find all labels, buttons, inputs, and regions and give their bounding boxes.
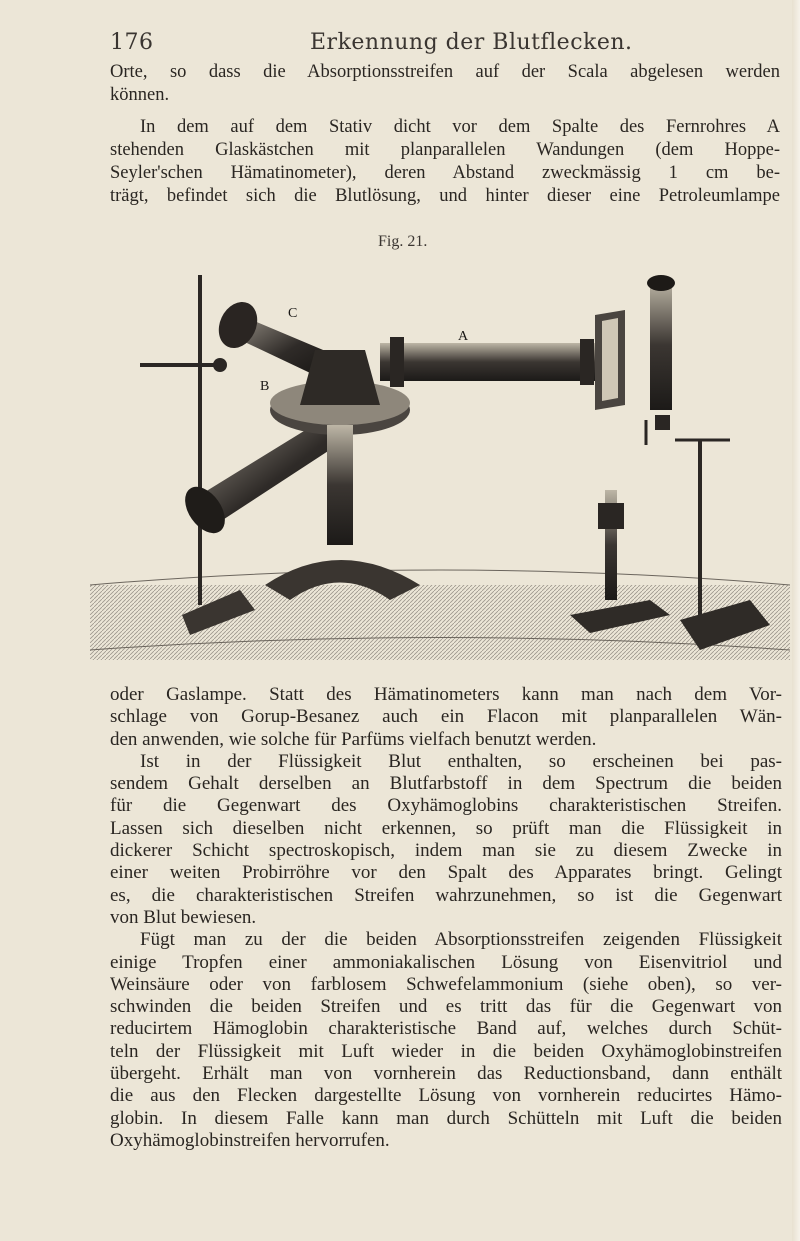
text-line: trägt, befindet sich die Blutlösung, und hinter dieser eine Petroleumlampe	[110, 186, 780, 206]
text-line: In dem auf dem Stativ dicht vor dem Spalte des Fernrohres A	[140, 117, 780, 137]
text-line: Weinsäure oder von farblosem Schwefelammonium (siehe oben), so ver-	[110, 973, 782, 995]
text-line: einige Tropfen einer ammoniakalischen Lösung von Eisenvitriol und	[110, 951, 782, 973]
intro-paragraph	[110, 61, 780, 107]
text-line: oder Gaslampe. Statt des Hämatinometers kann man nach dem Vor-	[110, 684, 782, 705]
page-header	[110, 30, 670, 60]
text-line: für die Gegenwart des Oxyhämoglobins charakteristischen Streifen.	[110, 795, 782, 817]
page-edge	[792, 0, 800, 1241]
text-line: dickerer Schicht spectroskopisch, indem man sie zu diesem Zwecke in	[110, 840, 782, 862]
label-c: C	[288, 306, 298, 321]
text-line: die aus den Flecken dargestellte Lösung von vornherein reducirtes Hämo-	[110, 1085, 782, 1107]
page-number: 176	[110, 30, 154, 55]
label-b: B	[260, 379, 270, 394]
text-line: übergeht. Erhält man von vornherein das Reductionsband, dann enthält	[110, 1063, 782, 1085]
text-line: den anwenden, wie solche für Parfüms vielfach benutzt werden.	[110, 728, 597, 750]
text-line: von Blut bewiesen.	[110, 906, 257, 928]
text-line: Ist in der Flüssigkeit Blut enthalten, so erscheinen bei pas-	[140, 750, 782, 772]
text-line: globin. In diesem Falle kann man durch Schütteln mit Luft die beiden	[110, 1107, 782, 1129]
label-a: A	[458, 329, 469, 344]
text-line: teln der Flüssigkeit mit Luft wieder in die beiden Oxyhämoglobinstreifen	[110, 1040, 782, 1062]
spectroscope-illustration	[90, 255, 790, 667]
text-line: Fügt man zu der die beiden Absorptionsstreifen zeigenden Flüssigkeit	[140, 929, 782, 951]
text-line: Lassen sich dieselben nicht erkennen, so prüft man die Flüssigkeit in	[110, 817, 782, 839]
running-title: Erkennung der Blutflecken.	[310, 30, 633, 55]
text-line: können.	[110, 85, 170, 105]
text-line: es, die charakteristischen Streifen wahrzunehmen, so ist die Gegenwart	[110, 884, 782, 906]
body-text	[110, 684, 782, 1152]
figure-caption: Fig. 21.	[378, 233, 428, 250]
text-line: stehenden Glaskästchen mit planparallelen Wandungen (dem Hoppe-	[110, 140, 780, 160]
text-line: schwinden die beiden Streifen und es tritt das für die Gegenwart von	[110, 996, 782, 1018]
telescope-a	[380, 329, 610, 387]
text-line: schlage von Gorup-Besanez auch ein Flacon mit planparallelen Wän-	[110, 706, 782, 728]
text-line: Seyler'schen Hämatinometer), deren Abstand zweckmässig 1 cm be-	[110, 163, 780, 183]
second-paragraph	[110, 116, 780, 208]
text-line: einer weiten Probirröhre vor den Spalt des Apparates bringt. Gelingt	[110, 862, 782, 884]
text-line: reducirtem Hämoglobin charakteristische Band auf, welches durch Schüt-	[110, 1018, 782, 1040]
text-line: Oxyhämoglobinstreifen hervorrufen.	[110, 1129, 390, 1151]
text-line: sendem Gehalt derselben an Blutfarbstoff in dem Spectrum die beiden	[110, 773, 782, 795]
text-line: Orte, so dass die Absorptionsstreifen auf der Scala abgelesen werden	[110, 62, 780, 82]
